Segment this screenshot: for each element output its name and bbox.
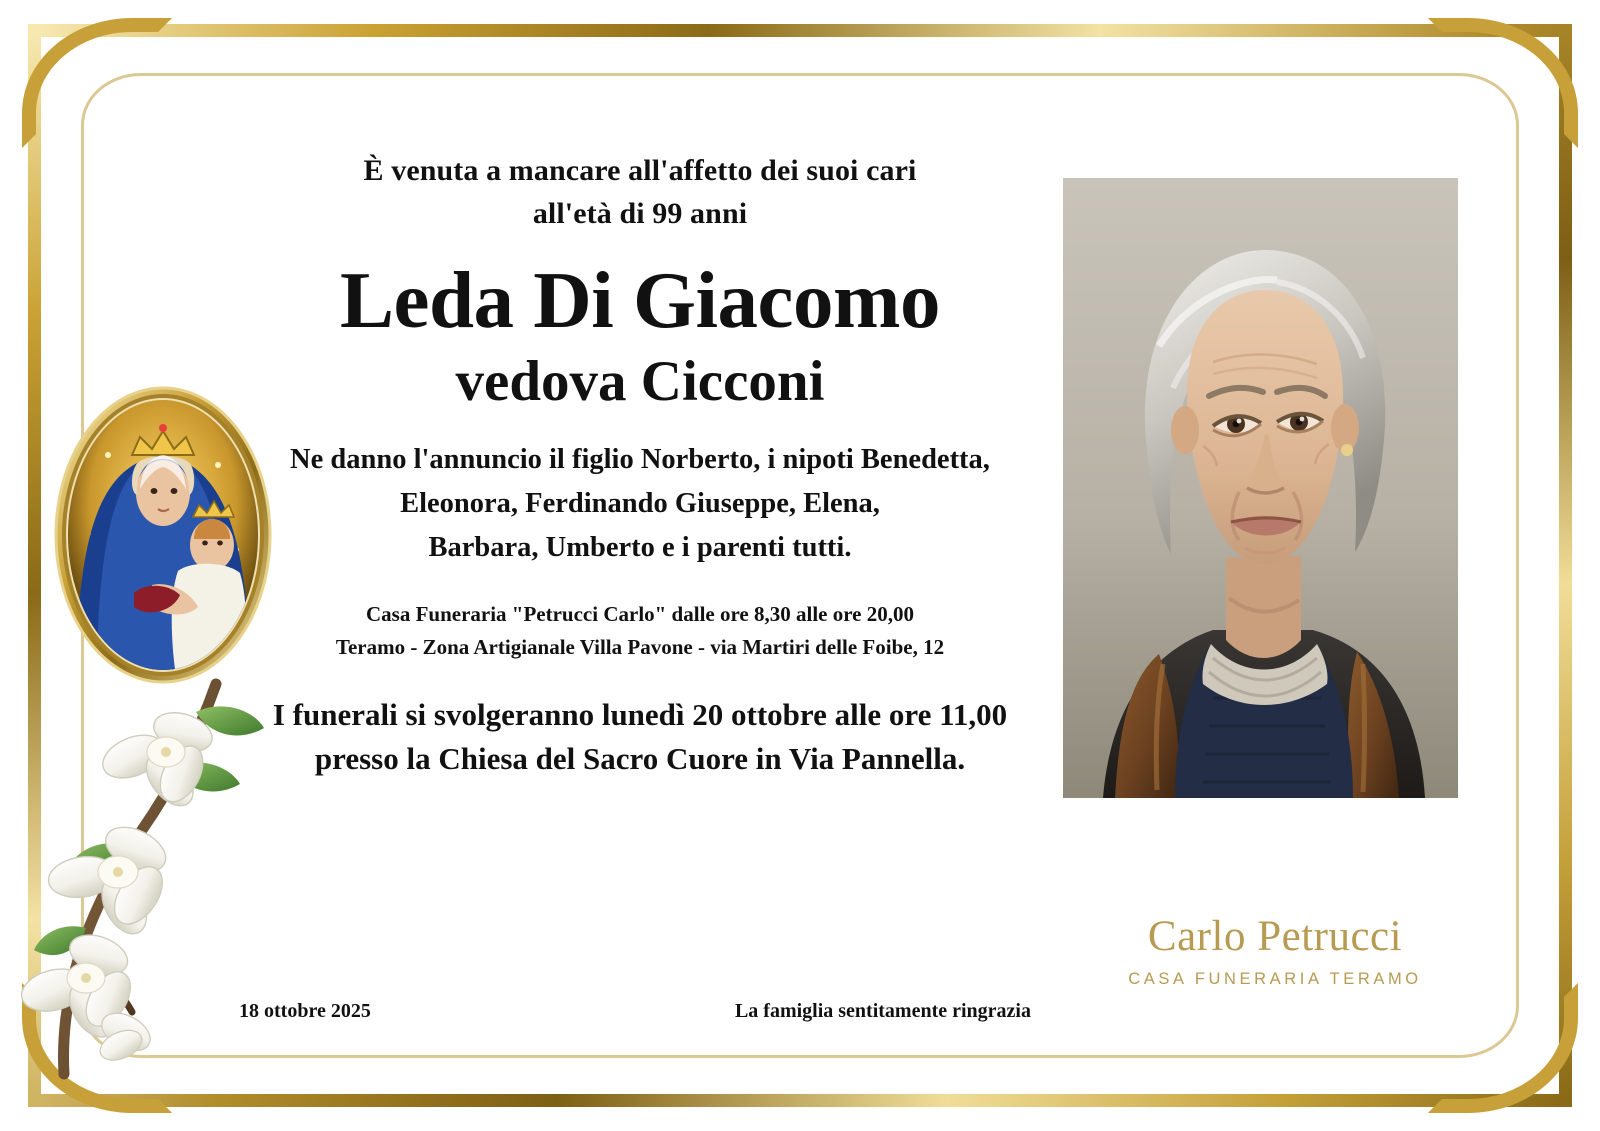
frame-corner-top-right	[1428, 18, 1578, 148]
frame-corner-bottom-right	[1428, 983, 1578, 1113]
funeral-home-logo	[1110, 915, 1440, 989]
announcement-date: 18 ottobre 2025	[239, 1000, 371, 1022]
logo-name: Carlo Petrucci	[1147, 913, 1403, 960]
family-thanks-text: La famiglia sentitamente ringrazia	[734, 1000, 1031, 1022]
intro-line-1: È venuta a mancare all'affetto dei suoi cari	[363, 154, 917, 187]
frame-corner-top-left	[22, 18, 172, 148]
service-line-1: I funerali si svolgeranno lunedì 20 ottobre alle ore 11,00	[272, 697, 1008, 733]
announcement-text-block	[235, 150, 1045, 781]
service-details	[235, 693, 1045, 781]
announced-by-block	[235, 438, 1045, 571]
deceased-qualifier: vedova Cicconi	[455, 349, 825, 413]
announced-by-line-3: Barbara, Umberto e i parenti tutti.	[428, 531, 852, 563]
funeral-home-hours: Casa Funeraria "Petrucci Carlo" dalle ore 8,30 alle ore 20,00	[365, 602, 914, 627]
announced-by-line-1: Ne danno l'annuncio il figlio Norberto, i nipoti Benedetta,	[290, 443, 990, 475]
service-line-2: presso la Chiesa del Sacro Cuore in Via Pannella.	[314, 741, 966, 777]
funeral-home-address: Teramo - Zona Artigianale Villa Pavone - via Martiri delle Foibe, 12	[335, 634, 945, 659]
deceased-name: Leda Di Giacomo	[340, 255, 940, 346]
footer-row	[235, 1000, 1045, 1023]
logo-subtitle: CASA FUNERARIA TERAMO	[1128, 970, 1422, 988]
announced-by-line-2: Eleonora, Ferdinando Giuseppe, Elena,	[400, 487, 880, 519]
portrait-photo	[1063, 178, 1458, 798]
intro-text	[235, 150, 1045, 235]
funeral-home-info	[235, 598, 1045, 663]
intro-line-2: all'età di 99 anni	[532, 196, 748, 230]
